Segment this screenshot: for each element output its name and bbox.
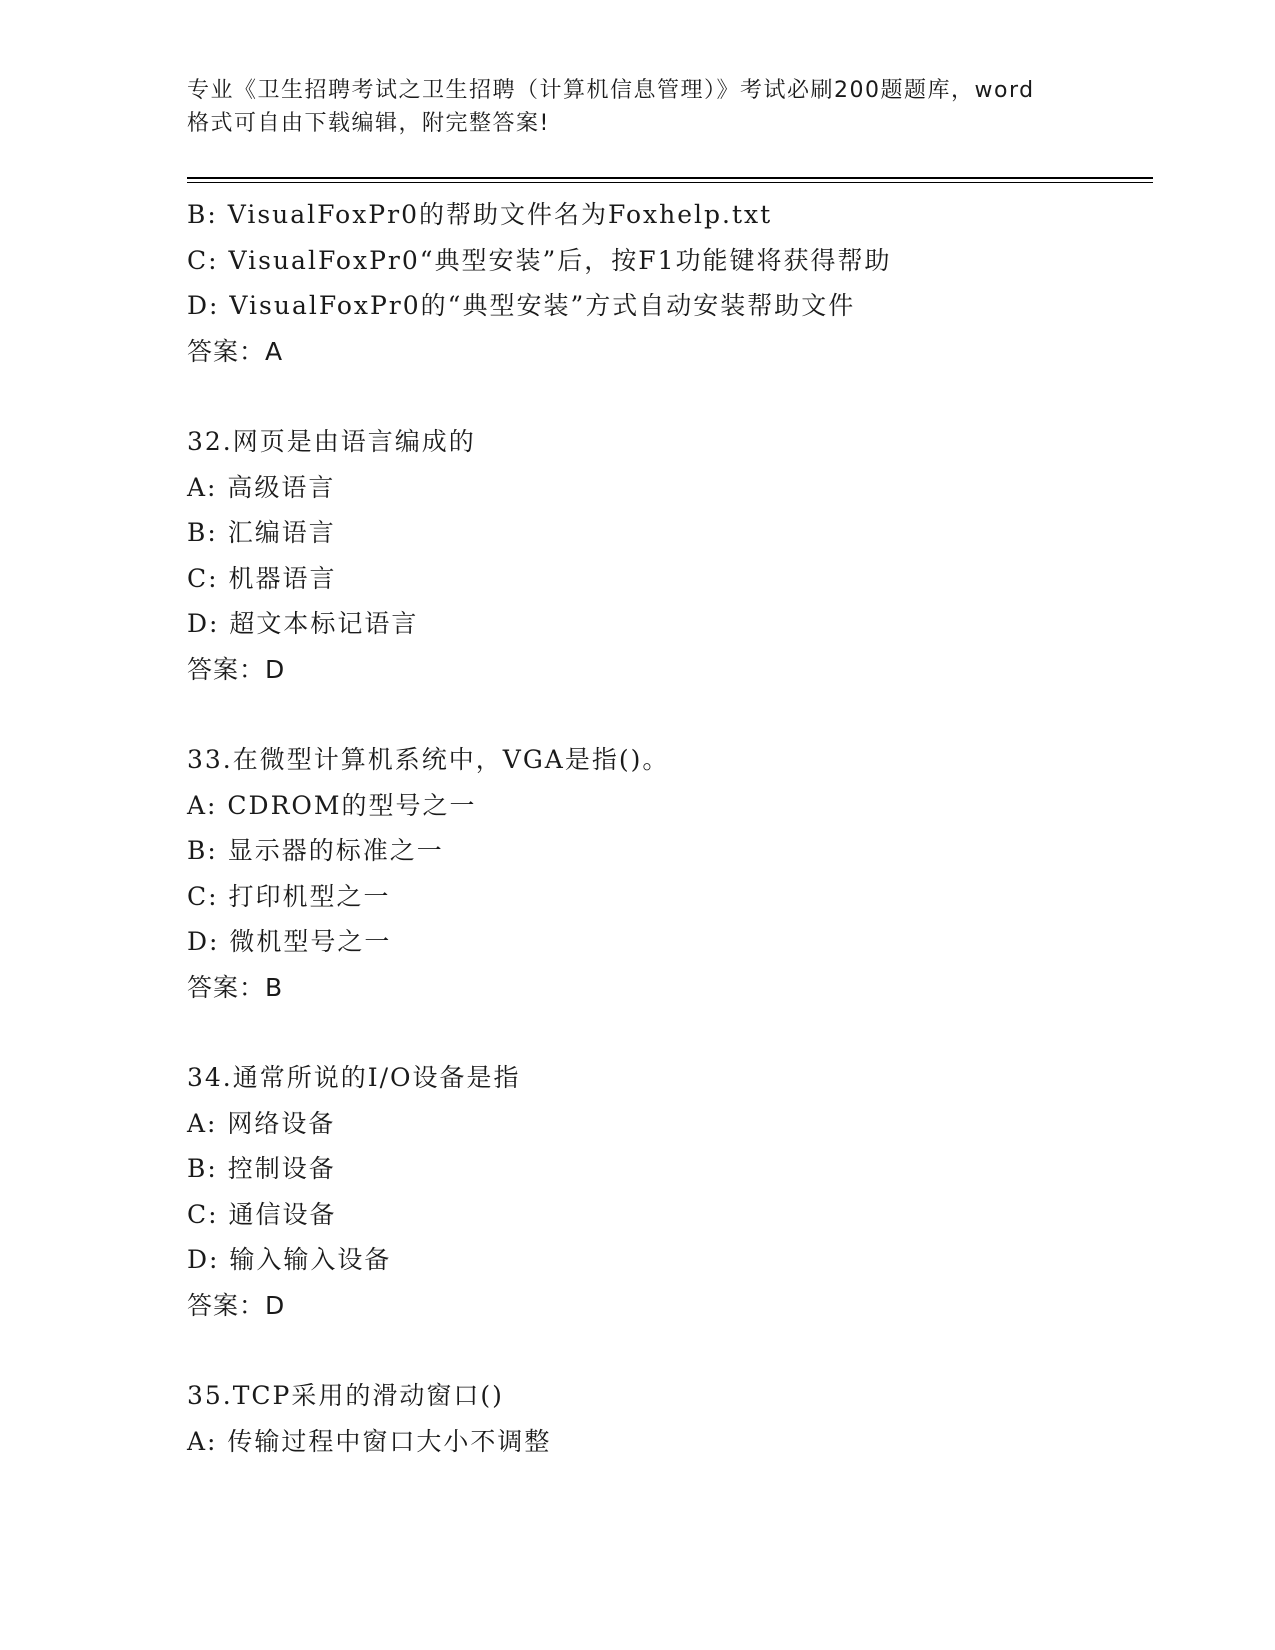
q33-answer: 答案：B	[187, 972, 284, 1002]
prev-option-b: B: VisualFoxPr0的帮助文件名为Foxhelp.txt	[187, 200, 773, 229]
q32-option-c: C: 机器语言	[187, 563, 337, 593]
document-header	[187, 74, 1087, 140]
q33-option-d: D: 微机型号之一	[187, 927, 392, 956]
question-content	[187, 192, 1147, 1464]
question-33: 33.在微型计算机系统中，VGA是指()。	[187, 745, 670, 774]
q34-answer: 答案：D	[187, 1290, 286, 1320]
prev-answer: 答案：A	[187, 336, 284, 366]
q32-answer: 答案：D	[187, 654, 286, 684]
q34-option-c: C: 通信设备	[187, 1199, 337, 1229]
q32-option-d: D: 超文本标记语言	[187, 609, 419, 638]
question-35: 35.TCP采用的滑动窗口()	[187, 1381, 504, 1410]
q35-option-a: A: 传输过程中窗口大小不调整	[187, 1426, 552, 1456]
q32-option-b: B: 汇编语言	[187, 518, 336, 547]
q34-option-d: D: 输入输入设备	[187, 1245, 392, 1274]
q33-option-a: A: CDROM的型号之一	[187, 790, 477, 820]
header-line-1: 专业《卫生招聘考试之卫生招聘（计算机信息管理）》考试必刷200题题库，word	[187, 78, 1035, 103]
question-32: 32.网页是由语言编成的	[187, 427, 476, 456]
q33-option-c: C: 打印机型之一	[187, 881, 391, 911]
header-line-2: 格式可自由下载编辑，附完整答案!	[187, 111, 550, 136]
q34-option-b: B: 控制设备	[187, 1154, 336, 1183]
q33-option-b: B: 显示器的标准之一	[187, 836, 444, 865]
header-rule-thin	[187, 182, 1153, 183]
q34-option-a: A: 网络设备	[187, 1108, 336, 1138]
q32-option-a: A: 高级语言	[187, 472, 336, 502]
prev-option-d: D: VisualFoxPr0的“典型安装”方式自动安装帮助文件	[187, 291, 856, 320]
header-rule-thick	[187, 177, 1153, 179]
prev-option-c: C: VisualFoxPr0“典型安装”后，按F1功能键将获得帮助	[187, 245, 892, 275]
question-34: 34.通常所说的I/O设备是指	[187, 1063, 521, 1092]
